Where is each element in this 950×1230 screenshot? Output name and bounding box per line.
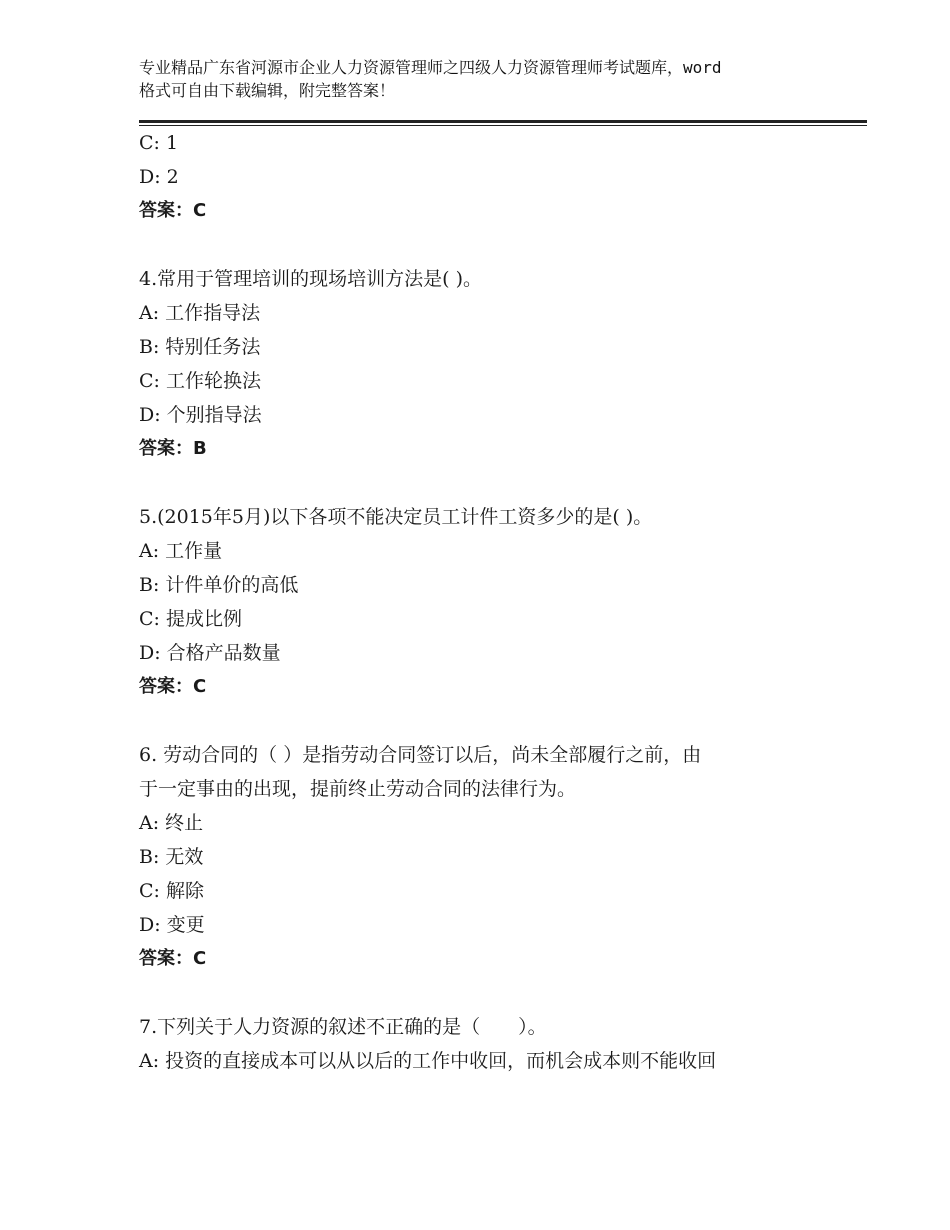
answer: 答案：B bbox=[139, 438, 207, 459]
question-text-line2: 于一定事由的出现，提前终止劳动合同的法律行为。 bbox=[139, 778, 577, 800]
option-c: C: 1 bbox=[139, 132, 179, 154]
spacer bbox=[139, 704, 839, 738]
answer: 答案：C bbox=[139, 200, 207, 221]
spacer bbox=[139, 466, 839, 500]
question-5 bbox=[139, 500, 839, 704]
question-7 bbox=[139, 1010, 839, 1078]
header-title-line1: 专业精品广东省河源市企业人力资源管理师之四级人力资源管理师考试题库，word bbox=[139, 58, 722, 77]
question-3 bbox=[139, 126, 839, 228]
question-text: 7.下列关于人力资源的叙述不正确的是（ ）。 bbox=[139, 1016, 547, 1038]
option-c: C: 工作轮换法 bbox=[139, 370, 261, 392]
option-b: B: 特别任务法 bbox=[139, 336, 261, 358]
header-title-line2: 格式可自由下载编辑，附完整答案！ bbox=[139, 81, 396, 100]
spacer bbox=[139, 228, 839, 262]
exam-content bbox=[139, 126, 839, 1078]
option-d: D: 合格产品数量 bbox=[139, 642, 281, 664]
option-a: A: 工作指导法 bbox=[139, 302, 261, 324]
option-b: B: 无效 bbox=[139, 846, 204, 868]
question-4 bbox=[139, 262, 839, 466]
page-header bbox=[139, 56, 839, 102]
option-a: A: 工作量 bbox=[139, 540, 223, 562]
spacer bbox=[139, 976, 839, 1010]
question-text: 5.(2015年5月)以下各项不能决定员工计件工资多少的是( )。 bbox=[139, 506, 653, 528]
question-6 bbox=[139, 738, 839, 976]
option-b: B: 计件单价的高低 bbox=[139, 574, 299, 596]
option-a: A: 投资的直接成本可以从以后的工作中收回，而机会成本则不能收回 bbox=[139, 1050, 717, 1072]
answer: 答案：C bbox=[139, 948, 207, 969]
option-d: D: 变更 bbox=[139, 914, 205, 936]
option-d: D: 2 bbox=[139, 166, 179, 188]
option-d: D: 个别指导法 bbox=[139, 404, 262, 426]
option-c: C: 提成比例 bbox=[139, 608, 242, 630]
option-a: A: 终止 bbox=[139, 812, 204, 834]
option-c: C: 解除 bbox=[139, 880, 204, 902]
question-text: 4.常用于管理培训的现场培训方法是( )。 bbox=[139, 268, 482, 290]
answer: 答案：C bbox=[139, 676, 207, 697]
question-text-line1: 6. 劳动合同的（ ）是指劳动合同签订以后，尚未全部履行之前，由 bbox=[139, 744, 702, 766]
